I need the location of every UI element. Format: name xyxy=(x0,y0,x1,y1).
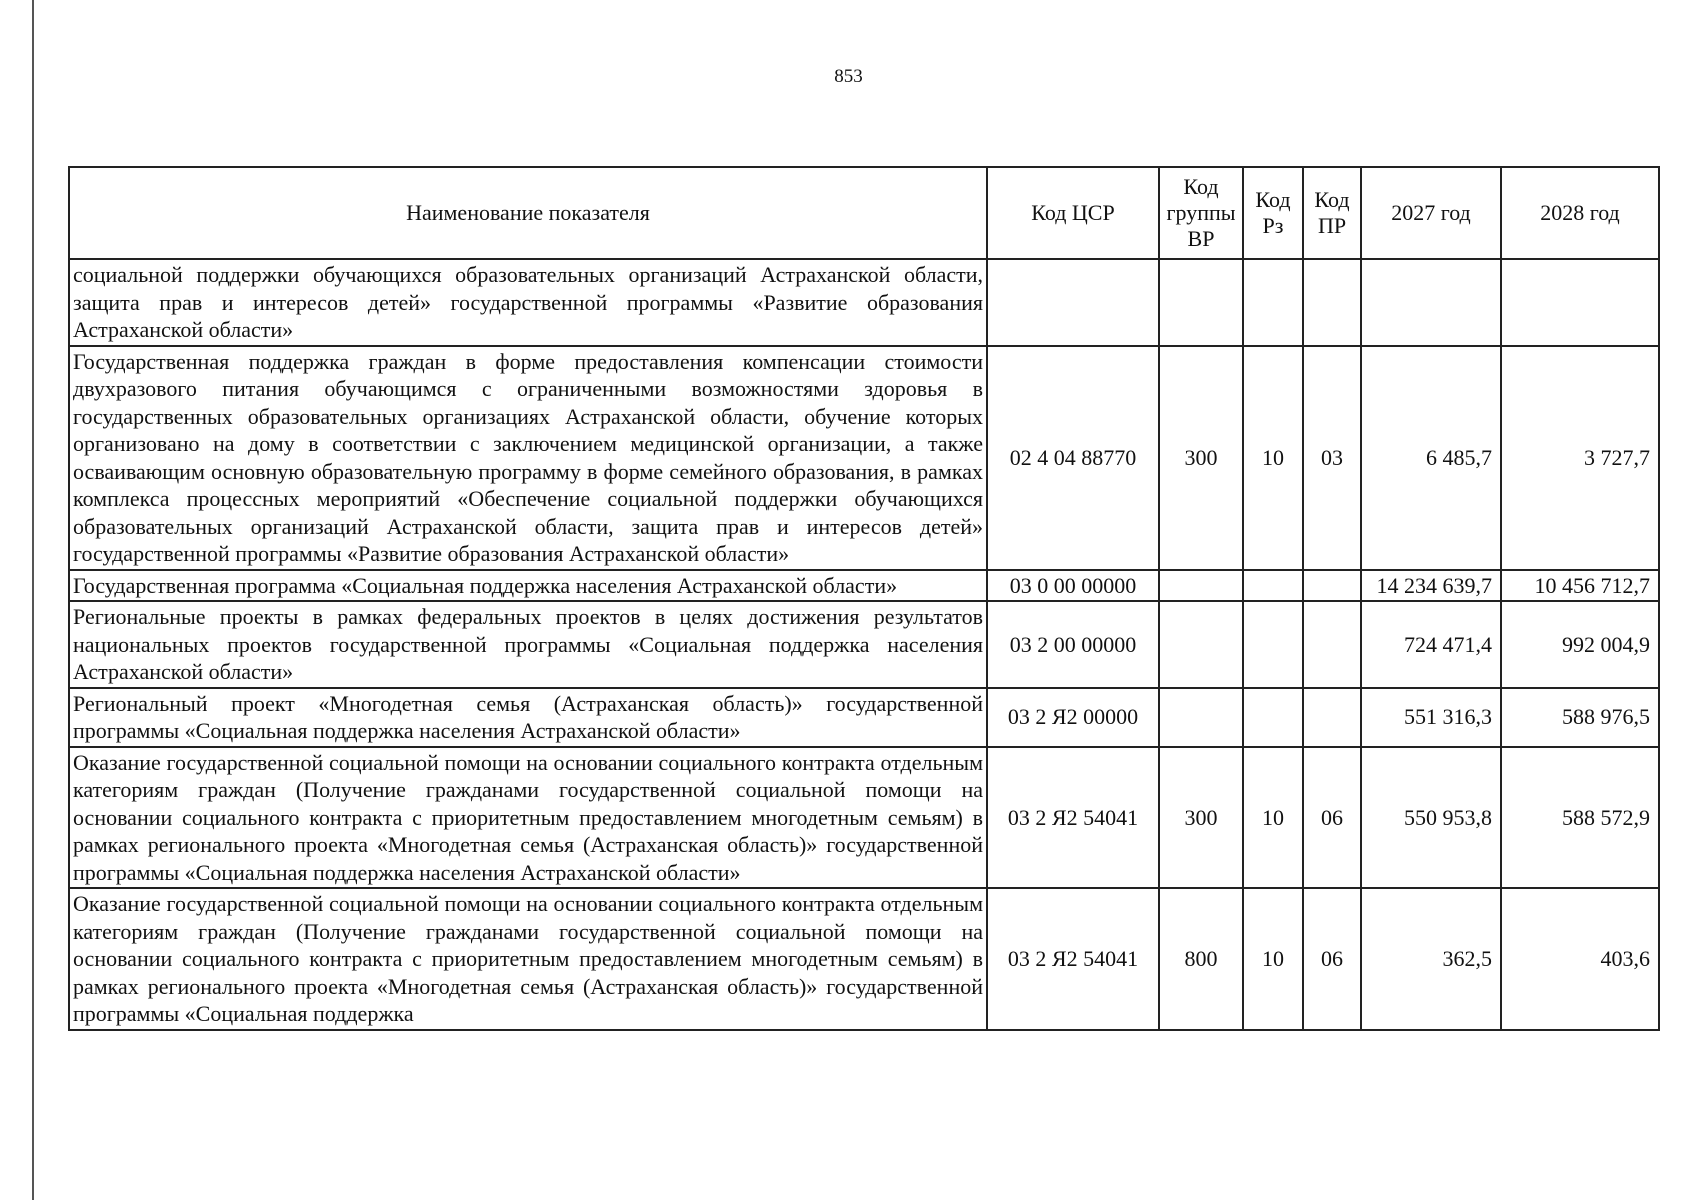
row-pr xyxy=(1303,601,1361,688)
row-name: Региональные проекты в рамках федеральных проектов в целях достижения результатов национальных проектов государственной программы «Социальная поддержка населения Астраханской области» xyxy=(69,601,987,688)
row-pr xyxy=(1303,688,1361,747)
header-pr: Код ПР xyxy=(1303,167,1361,259)
row-2028: 10 456 712,7 xyxy=(1501,570,1659,602)
row-pr: 03 xyxy=(1303,346,1361,570)
row-csr: 03 2 00 00000 xyxy=(987,601,1159,688)
table-header-row xyxy=(69,167,1659,259)
row-2028: 403,6 xyxy=(1501,888,1659,1030)
page-number: 853 xyxy=(834,66,863,87)
row-2027: 362,5 xyxy=(1361,888,1501,1030)
table-row xyxy=(69,570,1659,602)
row-2027: 6 485,7 xyxy=(1361,346,1501,570)
table-row xyxy=(69,601,1659,688)
row-rz xyxy=(1243,570,1303,602)
row-csr: 03 2 Я2 00000 xyxy=(987,688,1159,747)
row-vr xyxy=(1159,259,1243,346)
row-rz xyxy=(1243,601,1303,688)
row-vr xyxy=(1159,601,1243,688)
row-vr: 300 xyxy=(1159,346,1243,570)
row-2027 xyxy=(1361,259,1501,346)
row-vr: 800 xyxy=(1159,888,1243,1030)
row-csr: 02 4 04 88770 xyxy=(987,346,1159,570)
row-pr: 06 xyxy=(1303,888,1361,1030)
header-2028: 2028 год xyxy=(1501,167,1659,259)
row-name: Государственная поддержка граждан в форме предоставления компенсации стоимости двухразового питания обучающимся с ограниченными возможностями здоровья в государственных образовательных организациях Астраханской области, обучение которых организовано на дому в соответствии с заключением медицинской организации, а также осваивающим основную образовательную программу в форме семейного образования, в рамках комплекса процессных мероприятий «Обеспечение социальной поддержки обучающихся образовательных организаций Астраханской области, защита прав и интересов детей» государственной программы «Развитие образования Астраханской области» xyxy=(69,346,987,570)
row-2028 xyxy=(1501,259,1659,346)
table-row xyxy=(69,346,1659,570)
table-row xyxy=(69,747,1659,889)
table-row xyxy=(69,259,1659,346)
row-rz: 10 xyxy=(1243,747,1303,889)
row-2028: 588 976,5 xyxy=(1501,688,1659,747)
row-name: Оказание государственной социальной помощи на основании социального контракта отдельным категориям граждан (Получение гражданами государственной социальной помощи на основании социального контракта с приоритетным предоставлением многодетным семьям) в рамках регионального проекта «Многодетная семья (Астраханская область)» государственной программы «Социальная поддержка населения Астраханской области» xyxy=(69,747,987,889)
row-rz: 10 xyxy=(1243,888,1303,1030)
budget-table xyxy=(68,166,1660,1031)
header-vr: Код группы ВР xyxy=(1159,167,1243,259)
header-csr: Код ЦСР xyxy=(987,167,1159,259)
table-row xyxy=(69,888,1659,1030)
row-2028: 992 004,9 xyxy=(1501,601,1659,688)
row-2028: 588 572,9 xyxy=(1501,747,1659,889)
header-name: Наименование показателя xyxy=(69,167,987,259)
row-rz xyxy=(1243,688,1303,747)
row-2027: 551 316,3 xyxy=(1361,688,1501,747)
row-2027: 724 471,4 xyxy=(1361,601,1501,688)
row-csr: 03 2 Я2 54041 xyxy=(987,747,1159,889)
row-name: Государственная программа «Социальная поддержка населения Астраханской области» xyxy=(69,570,987,602)
row-pr xyxy=(1303,570,1361,602)
row-2027: 14 234 639,7 xyxy=(1361,570,1501,602)
table-row xyxy=(69,688,1659,747)
row-pr: 06 xyxy=(1303,747,1361,889)
header-rz: Код Рз xyxy=(1243,167,1303,259)
row-2027: 550 953,8 xyxy=(1361,747,1501,889)
row-rz xyxy=(1243,259,1303,346)
row-csr: 03 2 Я2 54041 xyxy=(987,888,1159,1030)
row-pr xyxy=(1303,259,1361,346)
row-name: социальной поддержки обучающихся образовательных организаций Астраханской области, защита прав и интересов детей» государственной программы «Развитие образования Астраханской области» xyxy=(69,259,987,346)
binding-margin-line xyxy=(32,0,34,1200)
row-csr: 03 0 00 00000 xyxy=(987,570,1159,602)
row-name: Оказание государственной социальной помощи на основании социального контракта отдельным категориям граждан (Получение гражданами государственной социальной помощи на основании социального контракта с приоритетным предоставлением многодетным семьям) в рамках регионального проекта «Многодетная семья (Астраханская область)» государственной программы «Социальная поддержка xyxy=(69,888,987,1030)
row-vr: 300 xyxy=(1159,747,1243,889)
row-rz: 10 xyxy=(1243,346,1303,570)
row-name: Региональный проект «Многодетная семья (Астраханская область)» государственной программы «Социальная поддержка населения Астраханской области» xyxy=(69,688,987,747)
row-2028: 3 727,7 xyxy=(1501,346,1659,570)
row-vr xyxy=(1159,570,1243,602)
header-2027: 2027 год xyxy=(1361,167,1501,259)
row-vr xyxy=(1159,688,1243,747)
row-csr xyxy=(987,259,1159,346)
